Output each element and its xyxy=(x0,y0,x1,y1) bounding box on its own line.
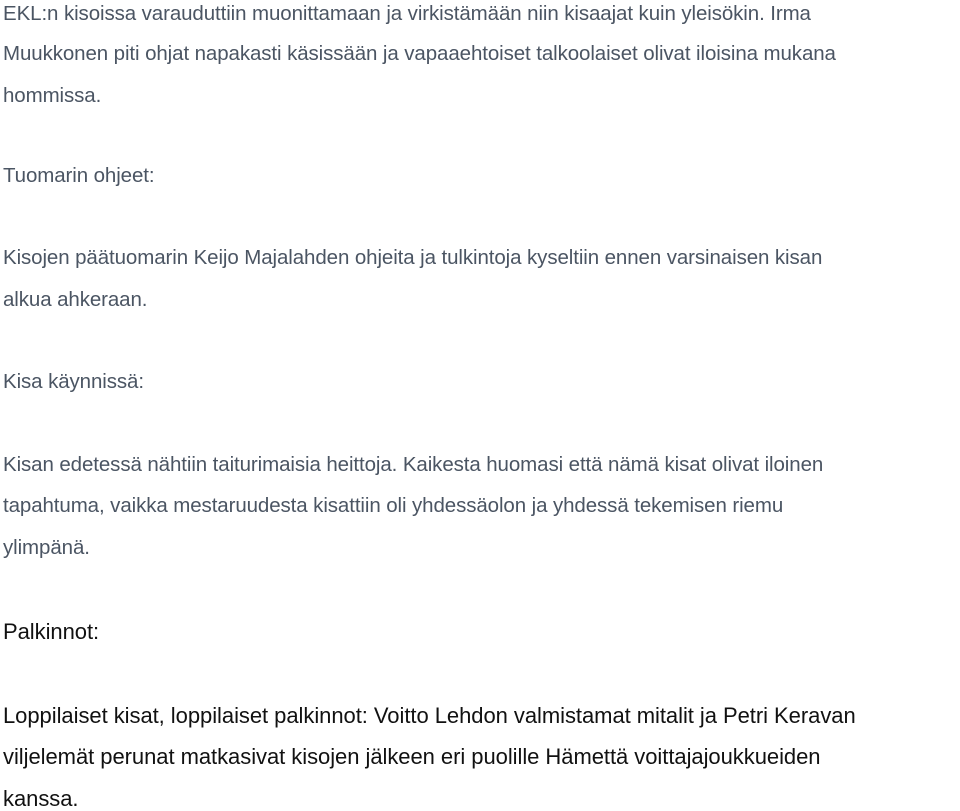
paragraph-line: Kisan edetessä nähtiin taiturimaisia heittoja. Kaikesta huomasi että nämä kisat olivat iloinen xyxy=(3,453,824,476)
section-heading-competition-ongoing: Kisa käynnissä: xyxy=(3,370,144,393)
section-heading-judge-instructions: Tuomarin ohjeet: xyxy=(3,164,155,187)
paragraph-line: Kisojen päätuomarin Keijo Majalahden ohjeita ja tulkintoja kyseltiin ennen varsinaisen kisan xyxy=(3,246,823,269)
paragraph-line: ylimpänä. xyxy=(3,536,90,559)
paragraph-line: tapahtuma, vaikka mestaruudesta kisattiin oli yhdessäolon ja yhdessä tekemisen riemu xyxy=(3,494,784,517)
paragraph-line: hommissa. xyxy=(3,84,102,107)
section-heading-prizes: Palkinnot: xyxy=(3,619,100,644)
paragraph-line: alkua ahkeraan. xyxy=(3,288,148,311)
paragraph-line: kanssa. xyxy=(3,786,79,811)
paragraph-line: Loppilaiset kisat, loppilaiset palkinnot: Voitto Lehdon valmistamat mitalit ja Petri Keravan xyxy=(3,703,856,728)
paragraph-line: Muukkonen piti ohjat napakasti käsissään ja vapaaehtoiset talkoolaiset olivat iloisina mukana xyxy=(3,42,836,65)
paragraph-line: EKL:n kisoissa varauduttiin muonittamaan ja virkistämään niin kisaajat kuin yleisökin. Irma xyxy=(3,2,811,25)
paragraph-line: viljelemät perunat matkasivat kisojen jälkeen eri puolille Hämettä voittajajoukkueiden xyxy=(3,744,821,769)
